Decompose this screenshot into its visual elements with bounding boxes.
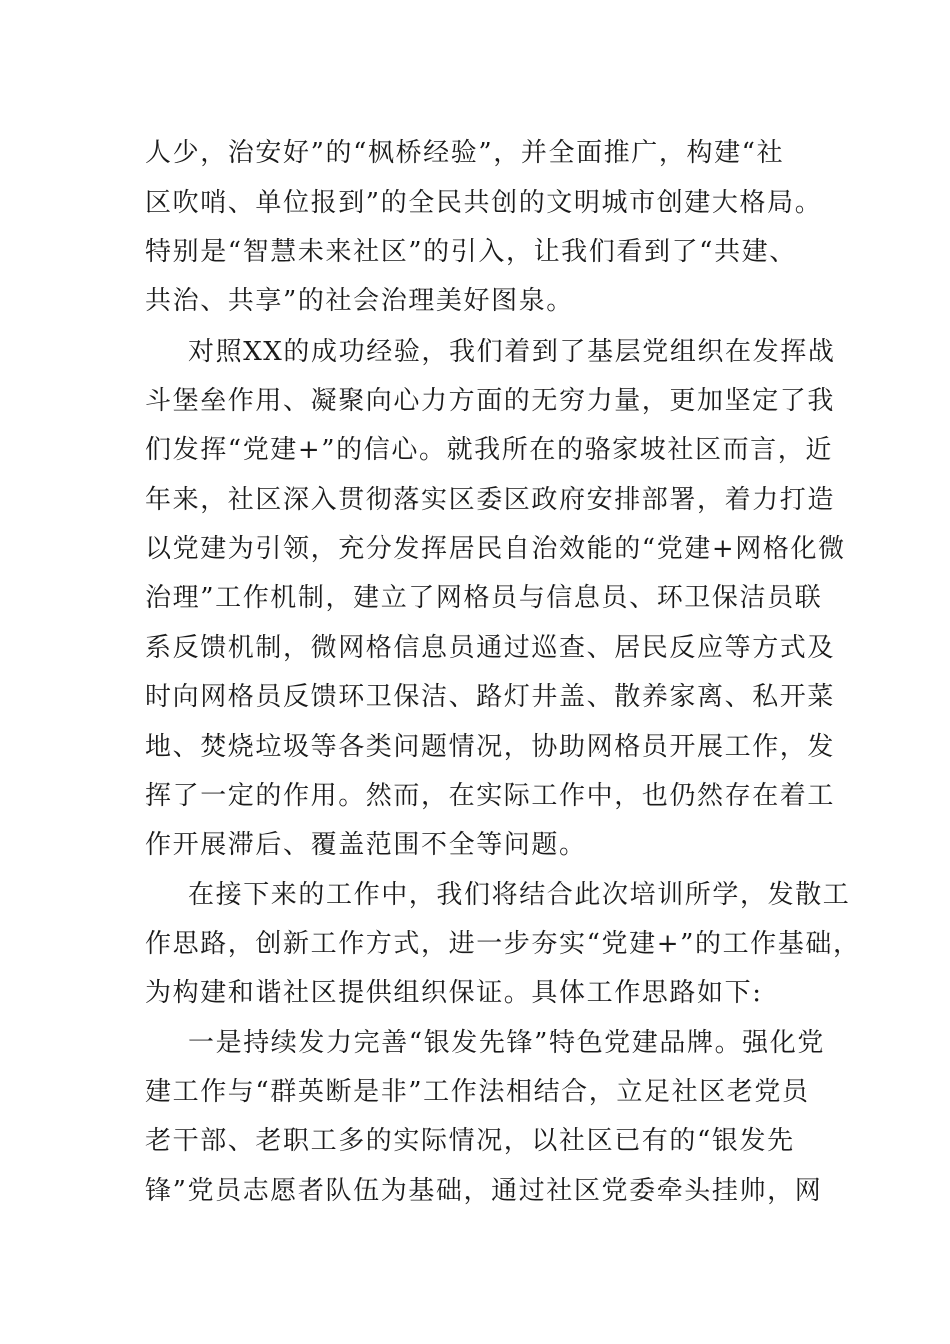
text-line-22: 锋”党员志愿者队伍为基础，通过社区党委牵头挂帅，网 (145, 1176, 823, 1206)
text-line-11: 系反馈机制，微网格信息员通过巡查、居民反应等方式及 (145, 633, 836, 663)
text-line-3: 特别是“智慧未来社区”的引入，让我们看到了“共建、 (145, 237, 797, 267)
text-line-7: 们发挥“党建+”的信心。就我所在的骆家坡社区而言，近 (145, 435, 833, 465)
paragraph-4-first-line: 一是持续发力完善“银发先锋”特色党建品牌。强化党 (188, 1028, 825, 1058)
paragraph-2-first-line: 对照XX的成功经验，我们着到了基层党组织在发挥战 (188, 337, 836, 367)
text-line-2: 区吹哨、单位报到”的全民共创的文明城市创建大格局。 (145, 188, 823, 218)
text-line-20: 建工作与“群英断是非”工作法相结合，立足社区老党员 (145, 1077, 810, 1107)
text-line-18: 为构建和谐社区提供组织保证。具体工作思路如下: (145, 978, 763, 1008)
text-line-6: 斗堡垒作用、凝聚向心力方面的无穷力量，更加坚定了我 (145, 386, 836, 416)
paragraph-3-first-line: 在接下来的工作中，我们将结合此次培训所学，发散工 (188, 880, 851, 910)
text-line-15: 作开展滞后、覆盖范围不全等问题。 (145, 830, 587, 860)
text-line-21: 老干部、老职工多的实际情况，以社区已有的“银发先 (145, 1126, 795, 1156)
text-line-12: 时向网格员反馈环卫保洁、路灯井盖、散养家离、私开菜 (145, 682, 836, 712)
text-line-14: 挥了一定的作用。然而，在实际工作中，也仍然存在着工 (145, 781, 836, 811)
text-line-17: 作思路，创新工作方式，进一步夯实“党建+”的工作基础， (145, 929, 861, 959)
text-line-13: 地、焚烧垃圾等各类问题情况，协助网格员开展工作，发 (145, 732, 836, 762)
text-line-4: 共治、共享”的社会治理美好图泉。 (145, 286, 574, 316)
text-line-10: 治理”工作机制，建立了网格员与信息员、环卫保洁员联 (145, 583, 823, 613)
text-line-9: 以党建为引领，充分发挥居民自治效能的“党建+网格化微 (145, 534, 846, 564)
text-line-1: 人少，治安好”的“枫桥经验”，并全面推广，构建“社 (145, 138, 785, 168)
text-line-8: 年来，社区深入贯彻落实区委区政府安排部署，着力打造 (145, 485, 836, 515)
